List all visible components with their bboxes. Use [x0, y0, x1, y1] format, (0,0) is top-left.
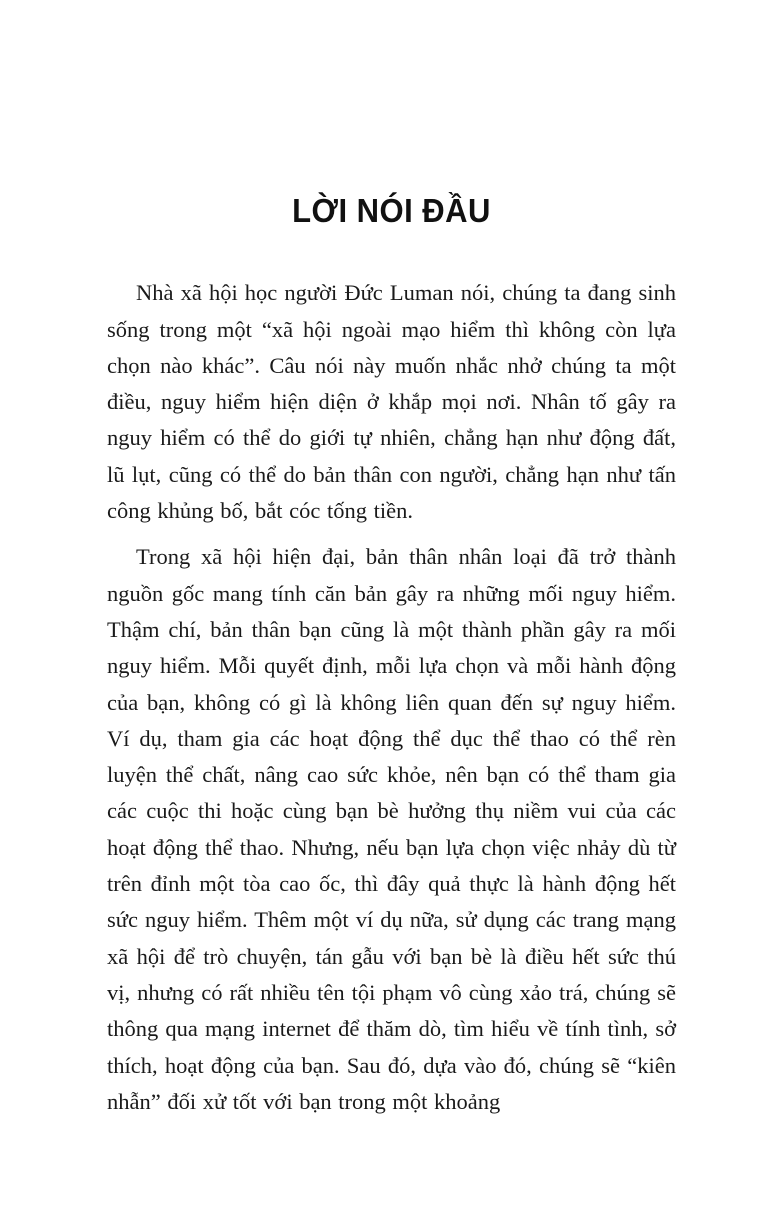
paragraph-1: Nhà xã hội học người Đức Luman nói, chúng ta đang sinh sống trong một “xã hội ngoài mạo hiểm thì không còn lựa chọn nào khác”. Câu nói này muốn nhắc nhở chúng ta một điều, nguy hiểm hiện diện ở khắp mọi nơi. Nhân tố gây ra nguy hiểm có thể do giới tự nhiên, chẳng hạn như động đất, lũ lụt, cũng có thể do bản thân con người, chẳng hạn như tấn công khủng bố, bắt cóc tống tiền.: [107, 280, 676, 524]
paragraph-2: Trong xã hội hiện đại, bản thân nhân loại đã trở thành nguồn gốc mang tính căn bản gây ra những mối nguy hiểm. Thậm chí, bản thân bạn cũng là một thành phần gây ra mối nguy hiểm. Mỗi quyết định, mỗi lựa chọn và mỗi hành động của bạn, không có gì là không liên quan đến sự nguy hiểm. Ví dụ, tham gia các hoạt động thể dục thể thao có thể rèn luyện thể chất, nâng cao sức khỏe, nên bạn có thể tham gia các cuộc thi hoặc cùng bạn bè hưởng thụ niềm vui của các hoạt động thể thao. Nhưng, nếu bạn lựa chọn việc nhảy dù từ trên đỉnh một tòa cao ốc, thì đây quả thực là hành động hết sức nguy hiểm. Thêm một ví dụ nữa, sử dụng các trang mạng xã hội để trò chuyện, tán gẫu với bạn bè là điều hết sức thú vị, nhưng có rất nhiều tên tội phạm vô cùng xảo trá, chúng sẽ thông qua mạng internet để thăm dò, tìm hiểu về tính tình, sở thích, hoạt động của bạn. Sau đó, dựa vào đó, chúng sẽ “kiên nhẫn” đối xử tốt với bạn trong một khoảng: [107, 544, 676, 1114]
chapter-title: LỜI NÓI ĐẦU: [292, 192, 491, 229]
body-text: [107, 275, 676, 1120]
